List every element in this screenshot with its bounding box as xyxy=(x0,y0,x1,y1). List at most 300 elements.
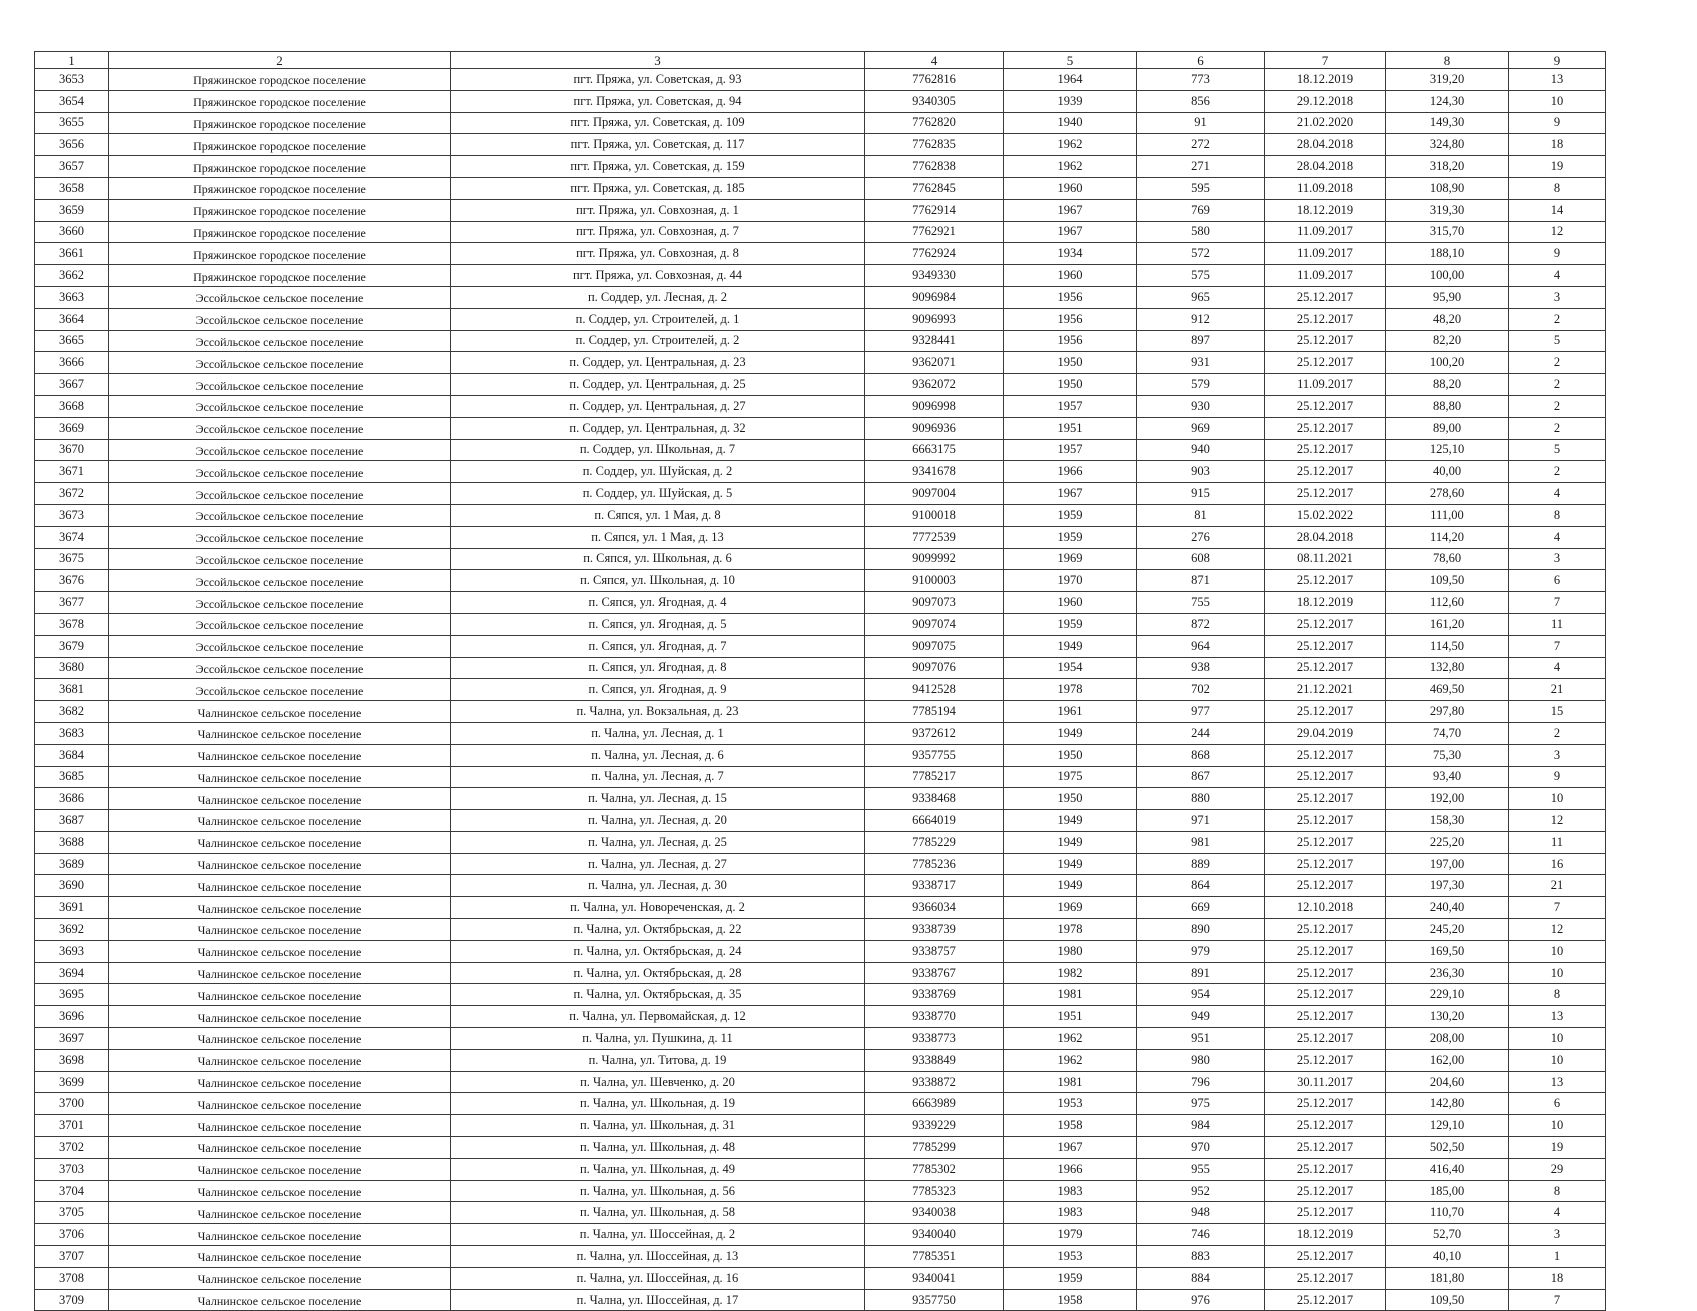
table-row xyxy=(35,1006,1606,1028)
id-cell: 796 xyxy=(1137,1071,1265,1093)
row-number-cell: 3706 xyxy=(35,1224,109,1246)
id-cell: 954 xyxy=(1137,984,1265,1006)
settlement-cell: Эссойльское сельское поселение xyxy=(109,592,451,614)
count-cell: 8 xyxy=(1509,1180,1606,1202)
id-cell: 891 xyxy=(1137,962,1265,984)
object-code-cell: 6663175 xyxy=(865,439,1004,461)
date-cell: 29.04.2019 xyxy=(1265,722,1386,744)
year-cell: 1954 xyxy=(1004,657,1137,679)
object-code-cell: 9097004 xyxy=(865,483,1004,505)
date-cell: 25.12.2017 xyxy=(1265,744,1386,766)
year-cell: 1958 xyxy=(1004,1289,1137,1311)
object-code-cell: 9362071 xyxy=(865,352,1004,374)
count-cell: 12 xyxy=(1509,810,1606,832)
row-number-cell: 3691 xyxy=(35,897,109,919)
address-cell: п. Чална, ул. Пушкина, д. 11 xyxy=(451,1028,865,1050)
year-cell: 1962 xyxy=(1004,1049,1137,1071)
area-cell: 74,70 xyxy=(1386,722,1509,744)
id-cell: 977 xyxy=(1137,701,1265,723)
date-cell: 11.09.2017 xyxy=(1265,243,1386,265)
object-code-cell: 7785302 xyxy=(865,1158,1004,1180)
count-cell: 12 xyxy=(1509,919,1606,941)
year-cell: 1951 xyxy=(1004,1006,1137,1028)
id-cell: 91 xyxy=(1137,112,1265,134)
address-cell: пгт. Пряжа, ул. Советская, д. 159 xyxy=(451,156,865,178)
object-code-cell: 7762924 xyxy=(865,243,1004,265)
year-cell: 1959 xyxy=(1004,1267,1137,1289)
row-number-cell: 3692 xyxy=(35,919,109,941)
table-row xyxy=(35,177,1606,199)
count-cell: 2 xyxy=(1509,417,1606,439)
settlement-cell: Чалнинское сельское поселение xyxy=(109,919,451,941)
id-cell: 746 xyxy=(1137,1224,1265,1246)
date-cell: 25.12.2017 xyxy=(1265,984,1386,1006)
table-row xyxy=(35,897,1606,919)
object-code-cell: 9097076 xyxy=(865,657,1004,679)
address-cell: п. Чална, ул. Шоссейная, д. 2 xyxy=(451,1224,865,1246)
column-number-header-row xyxy=(35,52,1606,69)
row-number-cell: 3672 xyxy=(35,483,109,505)
count-cell: 3 xyxy=(1509,286,1606,308)
object-code-cell: 9100003 xyxy=(865,570,1004,592)
address-cell: п. Чална, ул. Лесная, д. 30 xyxy=(451,875,865,897)
count-cell: 21 xyxy=(1509,679,1606,701)
count-cell: 5 xyxy=(1509,330,1606,352)
date-cell: 25.12.2017 xyxy=(1265,940,1386,962)
row-number-cell: 3659 xyxy=(35,199,109,221)
settlement-cell: Чалнинское сельское поселение xyxy=(109,1202,451,1224)
address-cell: пгт. Пряжа, ул. Совхозная, д. 44 xyxy=(451,265,865,287)
date-cell: 25.12.2017 xyxy=(1265,1137,1386,1159)
row-number-cell: 3675 xyxy=(35,548,109,570)
id-cell: 244 xyxy=(1137,722,1265,744)
date-cell: 11.09.2018 xyxy=(1265,177,1386,199)
date-cell: 25.12.2017 xyxy=(1265,635,1386,657)
settlement-cell: Чалнинское сельское поселение xyxy=(109,1246,451,1268)
table-row xyxy=(35,156,1606,178)
object-code-cell: 9349330 xyxy=(865,265,1004,287)
count-cell: 2 xyxy=(1509,461,1606,483)
table-row xyxy=(35,243,1606,265)
count-cell: 4 xyxy=(1509,526,1606,548)
table-row xyxy=(35,548,1606,570)
area-cell: 324,80 xyxy=(1386,134,1509,156)
count-cell: 1 xyxy=(1509,1246,1606,1268)
address-cell: п. Соддер, ул. Шуйская, д. 2 xyxy=(451,461,865,483)
row-number-cell: 3693 xyxy=(35,940,109,962)
object-code-cell: 9372612 xyxy=(865,722,1004,744)
area-cell: 162,00 xyxy=(1386,1049,1509,1071)
date-cell: 25.12.2017 xyxy=(1265,330,1386,352)
row-number-cell: 3664 xyxy=(35,308,109,330)
id-cell: 951 xyxy=(1137,1028,1265,1050)
count-cell: 18 xyxy=(1509,1267,1606,1289)
date-cell: 25.12.2017 xyxy=(1265,831,1386,853)
address-cell: п. Сяпся, ул. Школьная, д. 6 xyxy=(451,548,865,570)
object-code-cell: 9357755 xyxy=(865,744,1004,766)
address-cell: п. Чална, ул. Новореченская, д. 2 xyxy=(451,897,865,919)
address-cell: пгт. Пряжа, ул. Совхозная, д. 8 xyxy=(451,243,865,265)
count-cell: 13 xyxy=(1509,1006,1606,1028)
object-code-cell: 9097075 xyxy=(865,635,1004,657)
object-code-cell: 9338872 xyxy=(865,1071,1004,1093)
object-code-cell: 9357750 xyxy=(865,1289,1004,1311)
date-cell: 25.12.2017 xyxy=(1265,352,1386,374)
date-cell: 21.02.2020 xyxy=(1265,112,1386,134)
table-row xyxy=(35,1137,1606,1159)
id-cell: 979 xyxy=(1137,940,1265,962)
date-cell: 25.12.2017 xyxy=(1265,875,1386,897)
settlement-cell: Чалнинское сельское поселение xyxy=(109,810,451,832)
address-cell: п. Чална, ул. Школьная, д. 49 xyxy=(451,1158,865,1180)
date-cell: 12.10.2018 xyxy=(1265,897,1386,919)
id-cell: 952 xyxy=(1137,1180,1265,1202)
year-cell: 1949 xyxy=(1004,810,1137,832)
date-cell: 25.12.2017 xyxy=(1265,483,1386,505)
address-cell: п. Соддер, ул. Шуйская, д. 5 xyxy=(451,483,865,505)
table-row xyxy=(35,483,1606,505)
settlement-cell: Эссойльское сельское поселение xyxy=(109,439,451,461)
table-row xyxy=(35,1289,1606,1311)
row-number-cell: 3709 xyxy=(35,1289,109,1311)
date-cell: 25.12.2017 xyxy=(1265,1093,1386,1115)
id-cell: 608 xyxy=(1137,548,1265,570)
year-cell: 1969 xyxy=(1004,897,1137,919)
area-cell: 125,10 xyxy=(1386,439,1509,461)
id-cell: 971 xyxy=(1137,810,1265,832)
table-row xyxy=(35,1158,1606,1180)
address-cell: п. Сяпся, ул. Ягодная, д. 5 xyxy=(451,613,865,635)
object-code-cell: 9328441 xyxy=(865,330,1004,352)
date-cell: 29.12.2018 xyxy=(1265,90,1386,112)
id-cell: 580 xyxy=(1137,221,1265,243)
table-row xyxy=(35,395,1606,417)
table-row xyxy=(35,875,1606,897)
date-cell: 25.12.2017 xyxy=(1265,1158,1386,1180)
date-cell: 08.11.2021 xyxy=(1265,548,1386,570)
year-cell: 1953 xyxy=(1004,1246,1137,1268)
address-cell: п. Чална, ул. Октябрьская, д. 35 xyxy=(451,984,865,1006)
date-cell: 30.11.2017 xyxy=(1265,1071,1386,1093)
document-page xyxy=(34,51,1605,1311)
count-cell: 11 xyxy=(1509,613,1606,635)
object-code-cell: 9338849 xyxy=(865,1049,1004,1071)
settlement-cell: Эссойльское сельское поселение xyxy=(109,352,451,374)
object-code-cell: 7762845 xyxy=(865,177,1004,199)
address-cell: п. Соддер, ул. Строителей, д. 1 xyxy=(451,308,865,330)
object-code-cell: 9338717 xyxy=(865,875,1004,897)
registry-table xyxy=(34,51,1606,1311)
settlement-cell: Чалнинское сельское поселение xyxy=(109,1093,451,1115)
id-cell: 271 xyxy=(1137,156,1265,178)
id-cell: 970 xyxy=(1137,1137,1265,1159)
date-cell: 15.02.2022 xyxy=(1265,504,1386,526)
year-cell: 1949 xyxy=(1004,831,1137,853)
column-header: 9 xyxy=(1509,52,1606,69)
area-cell: 149,30 xyxy=(1386,112,1509,134)
id-cell: 755 xyxy=(1137,592,1265,614)
object-code-cell: 9097074 xyxy=(865,613,1004,635)
area-cell: 204,60 xyxy=(1386,1071,1509,1093)
area-cell: 185,00 xyxy=(1386,1180,1509,1202)
area-cell: 100,20 xyxy=(1386,352,1509,374)
object-code-cell: 9097073 xyxy=(865,592,1004,614)
id-cell: 880 xyxy=(1137,788,1265,810)
address-cell: пгт. Пряжа, ул. Советская, д. 117 xyxy=(451,134,865,156)
id-cell: 867 xyxy=(1137,766,1265,788)
object-code-cell: 7785299 xyxy=(865,1137,1004,1159)
area-cell: 197,00 xyxy=(1386,853,1509,875)
table-row xyxy=(35,69,1606,91)
count-cell: 10 xyxy=(1509,1115,1606,1137)
row-number-cell: 3668 xyxy=(35,395,109,417)
area-cell: 124,30 xyxy=(1386,90,1509,112)
table-row xyxy=(35,112,1606,134)
settlement-cell: Эссойльское сельское поселение xyxy=(109,330,451,352)
settlement-cell: Пряжинское городское поселение xyxy=(109,199,451,221)
address-cell: пгт. Пряжа, ул. Совхозная, д. 1 xyxy=(451,199,865,221)
date-cell: 25.12.2017 xyxy=(1265,308,1386,330)
id-cell: 595 xyxy=(1137,177,1265,199)
row-number-cell: 3694 xyxy=(35,962,109,984)
year-cell: 1949 xyxy=(1004,875,1137,897)
date-cell: 25.12.2017 xyxy=(1265,701,1386,723)
object-code-cell: 7762820 xyxy=(865,112,1004,134)
year-cell: 1969 xyxy=(1004,548,1137,570)
date-cell: 21.12.2021 xyxy=(1265,679,1386,701)
table-row xyxy=(35,330,1606,352)
address-cell: п. Сяпся, ул. Ягодная, д. 9 xyxy=(451,679,865,701)
count-cell: 3 xyxy=(1509,744,1606,766)
object-code-cell: 9340305 xyxy=(865,90,1004,112)
table-row xyxy=(35,810,1606,832)
row-number-cell: 3683 xyxy=(35,722,109,744)
year-cell: 1960 xyxy=(1004,592,1137,614)
row-number-cell: 3653 xyxy=(35,69,109,91)
address-cell: п. Чална, ул. Титова, д. 19 xyxy=(451,1049,865,1071)
date-cell: 25.12.2017 xyxy=(1265,766,1386,788)
row-number-cell: 3685 xyxy=(35,766,109,788)
count-cell: 11 xyxy=(1509,831,1606,853)
id-cell: 890 xyxy=(1137,919,1265,941)
year-cell: 1978 xyxy=(1004,919,1137,941)
object-code-cell: 7785229 xyxy=(865,831,1004,853)
table-row xyxy=(35,657,1606,679)
settlement-cell: Пряжинское городское поселение xyxy=(109,177,451,199)
object-code-cell: 7762838 xyxy=(865,156,1004,178)
address-cell: п. Чална, ул. Лесная, д. 7 xyxy=(451,766,865,788)
year-cell: 1956 xyxy=(1004,286,1137,308)
year-cell: 1957 xyxy=(1004,439,1137,461)
date-cell: 28.04.2018 xyxy=(1265,156,1386,178)
settlement-cell: Чалнинское сельское поселение xyxy=(109,1049,451,1071)
address-cell: п. Соддер, ул. Центральная, д. 23 xyxy=(451,352,865,374)
count-cell: 3 xyxy=(1509,1224,1606,1246)
year-cell: 1978 xyxy=(1004,679,1137,701)
settlement-cell: Чалнинское сельское поселение xyxy=(109,1224,451,1246)
table-row xyxy=(35,417,1606,439)
object-code-cell: 7762816 xyxy=(865,69,1004,91)
count-cell: 19 xyxy=(1509,156,1606,178)
date-cell: 25.12.2017 xyxy=(1265,395,1386,417)
id-cell: 949 xyxy=(1137,1006,1265,1028)
table-row xyxy=(35,919,1606,941)
count-cell: 4 xyxy=(1509,265,1606,287)
area-cell: 109,50 xyxy=(1386,570,1509,592)
address-cell: п. Чална, ул. Лесная, д. 27 xyxy=(451,853,865,875)
count-cell: 9 xyxy=(1509,112,1606,134)
count-cell: 2 xyxy=(1509,374,1606,396)
id-cell: 702 xyxy=(1137,679,1265,701)
date-cell: 11.09.2017 xyxy=(1265,265,1386,287)
date-cell: 25.12.2017 xyxy=(1265,1028,1386,1050)
settlement-cell: Эссойльское сельское поселение xyxy=(109,308,451,330)
object-code-cell: 7785194 xyxy=(865,701,1004,723)
area-cell: 114,50 xyxy=(1386,635,1509,657)
object-code-cell: 9099992 xyxy=(865,548,1004,570)
area-cell: 114,20 xyxy=(1386,526,1509,548)
table-row xyxy=(35,439,1606,461)
area-cell: 110,70 xyxy=(1386,1202,1509,1224)
year-cell: 1950 xyxy=(1004,744,1137,766)
address-cell: п. Чална, ул. Школьная, д. 31 xyxy=(451,1115,865,1137)
address-cell: п. Сяпся, ул. Ягодная, д. 7 xyxy=(451,635,865,657)
count-cell: 12 xyxy=(1509,221,1606,243)
area-cell: 108,90 xyxy=(1386,177,1509,199)
year-cell: 1962 xyxy=(1004,1028,1137,1050)
row-number-cell: 3658 xyxy=(35,177,109,199)
settlement-cell: Чалнинское сельское поселение xyxy=(109,853,451,875)
row-number-cell: 3663 xyxy=(35,286,109,308)
count-cell: 10 xyxy=(1509,962,1606,984)
count-cell: 3 xyxy=(1509,548,1606,570)
address-cell: п. Чална, ул. Лесная, д. 6 xyxy=(451,744,865,766)
id-cell: 955 xyxy=(1137,1158,1265,1180)
year-cell: 1966 xyxy=(1004,1158,1137,1180)
date-cell: 25.12.2017 xyxy=(1265,439,1386,461)
year-cell: 1940 xyxy=(1004,112,1137,134)
table-row xyxy=(35,1224,1606,1246)
date-cell: 25.12.2017 xyxy=(1265,461,1386,483)
id-cell: 884 xyxy=(1137,1267,1265,1289)
area-cell: 40,00 xyxy=(1386,461,1509,483)
settlement-cell: Чалнинское сельское поселение xyxy=(109,1158,451,1180)
table-row xyxy=(35,831,1606,853)
settlement-cell: Пряжинское городское поселение xyxy=(109,90,451,112)
id-cell: 883 xyxy=(1137,1246,1265,1268)
date-cell: 18.12.2019 xyxy=(1265,199,1386,221)
address-cell: п. Чална, ул. Вокзальная, д. 23 xyxy=(451,701,865,723)
row-number-cell: 3678 xyxy=(35,613,109,635)
address-cell: п. Чална, ул. Лесная, д. 15 xyxy=(451,788,865,810)
year-cell: 1967 xyxy=(1004,221,1137,243)
row-number-cell: 3671 xyxy=(35,461,109,483)
row-number-cell: 3698 xyxy=(35,1049,109,1071)
year-cell: 1956 xyxy=(1004,308,1137,330)
count-cell: 7 xyxy=(1509,635,1606,657)
row-number-cell: 3660 xyxy=(35,221,109,243)
table-row xyxy=(35,1180,1606,1202)
row-number-cell: 3665 xyxy=(35,330,109,352)
area-cell: 82,20 xyxy=(1386,330,1509,352)
object-code-cell: 9096984 xyxy=(865,286,1004,308)
settlement-cell: Чалнинское сельское поселение xyxy=(109,788,451,810)
table-row xyxy=(35,788,1606,810)
year-cell: 1950 xyxy=(1004,374,1137,396)
object-code-cell: 9338739 xyxy=(865,919,1004,941)
address-cell: п. Чална, ул. Школьная, д. 56 xyxy=(451,1180,865,1202)
date-cell: 25.12.2017 xyxy=(1265,657,1386,679)
year-cell: 1979 xyxy=(1004,1224,1137,1246)
object-code-cell: 6664019 xyxy=(865,810,1004,832)
row-number-cell: 3670 xyxy=(35,439,109,461)
date-cell: 18.12.2019 xyxy=(1265,592,1386,614)
area-cell: 161,20 xyxy=(1386,613,1509,635)
settlement-cell: Пряжинское городское поселение xyxy=(109,156,451,178)
count-cell: 10 xyxy=(1509,1028,1606,1050)
object-code-cell: 9366034 xyxy=(865,897,1004,919)
date-cell: 25.12.2017 xyxy=(1265,613,1386,635)
count-cell: 10 xyxy=(1509,940,1606,962)
row-number-cell: 3688 xyxy=(35,831,109,853)
column-header: 2 xyxy=(109,52,451,69)
row-number-cell: 3705 xyxy=(35,1202,109,1224)
area-cell: 315,70 xyxy=(1386,221,1509,243)
address-cell: п. Сяпся, ул. Ягодная, д. 8 xyxy=(451,657,865,679)
object-code-cell: 9412528 xyxy=(865,679,1004,701)
address-cell: п. Соддер, ул. Лесная, д. 2 xyxy=(451,286,865,308)
area-cell: 197,30 xyxy=(1386,875,1509,897)
count-cell: 4 xyxy=(1509,483,1606,505)
id-cell: 975 xyxy=(1137,1093,1265,1115)
object-code-cell: 9100018 xyxy=(865,504,1004,526)
object-code-cell: 9338757 xyxy=(865,940,1004,962)
area-cell: 93,40 xyxy=(1386,766,1509,788)
row-number-cell: 3690 xyxy=(35,875,109,897)
column-header: 6 xyxy=(1137,52,1265,69)
table-row xyxy=(35,504,1606,526)
table-row xyxy=(35,570,1606,592)
address-cell: п. Чална, ул. Шоссейная, д. 16 xyxy=(451,1267,865,1289)
area-cell: 100,00 xyxy=(1386,265,1509,287)
address-cell: п. Сяпся, ул. Ягодная, д. 4 xyxy=(451,592,865,614)
year-cell: 1982 xyxy=(1004,962,1137,984)
address-cell: п. Чална, ул. Октябрьская, д. 24 xyxy=(451,940,865,962)
area-cell: 130,20 xyxy=(1386,1006,1509,1028)
settlement-cell: Чалнинское сельское поселение xyxy=(109,962,451,984)
row-number-cell: 3677 xyxy=(35,592,109,614)
address-cell: п. Чална, ул. Школьная, д. 19 xyxy=(451,1093,865,1115)
id-cell: 272 xyxy=(1137,134,1265,156)
area-cell: 95,90 xyxy=(1386,286,1509,308)
row-number-cell: 3701 xyxy=(35,1115,109,1137)
date-cell: 11.09.2017 xyxy=(1265,221,1386,243)
area-cell: 158,30 xyxy=(1386,810,1509,832)
settlement-cell: Чалнинское сельское поселение xyxy=(109,1115,451,1137)
year-cell: 1950 xyxy=(1004,788,1137,810)
date-cell: 18.12.2019 xyxy=(1265,1224,1386,1246)
id-cell: 856 xyxy=(1137,90,1265,112)
date-cell: 25.12.2017 xyxy=(1265,1115,1386,1137)
year-cell: 1983 xyxy=(1004,1202,1137,1224)
table-row xyxy=(35,940,1606,962)
address-cell: п. Сяпся, ул. Школьная, д. 10 xyxy=(451,570,865,592)
row-number-cell: 3702 xyxy=(35,1137,109,1159)
count-cell: 13 xyxy=(1509,1071,1606,1093)
year-cell: 1959 xyxy=(1004,526,1137,548)
column-header: 3 xyxy=(451,52,865,69)
date-cell: 25.12.2017 xyxy=(1265,1246,1386,1268)
